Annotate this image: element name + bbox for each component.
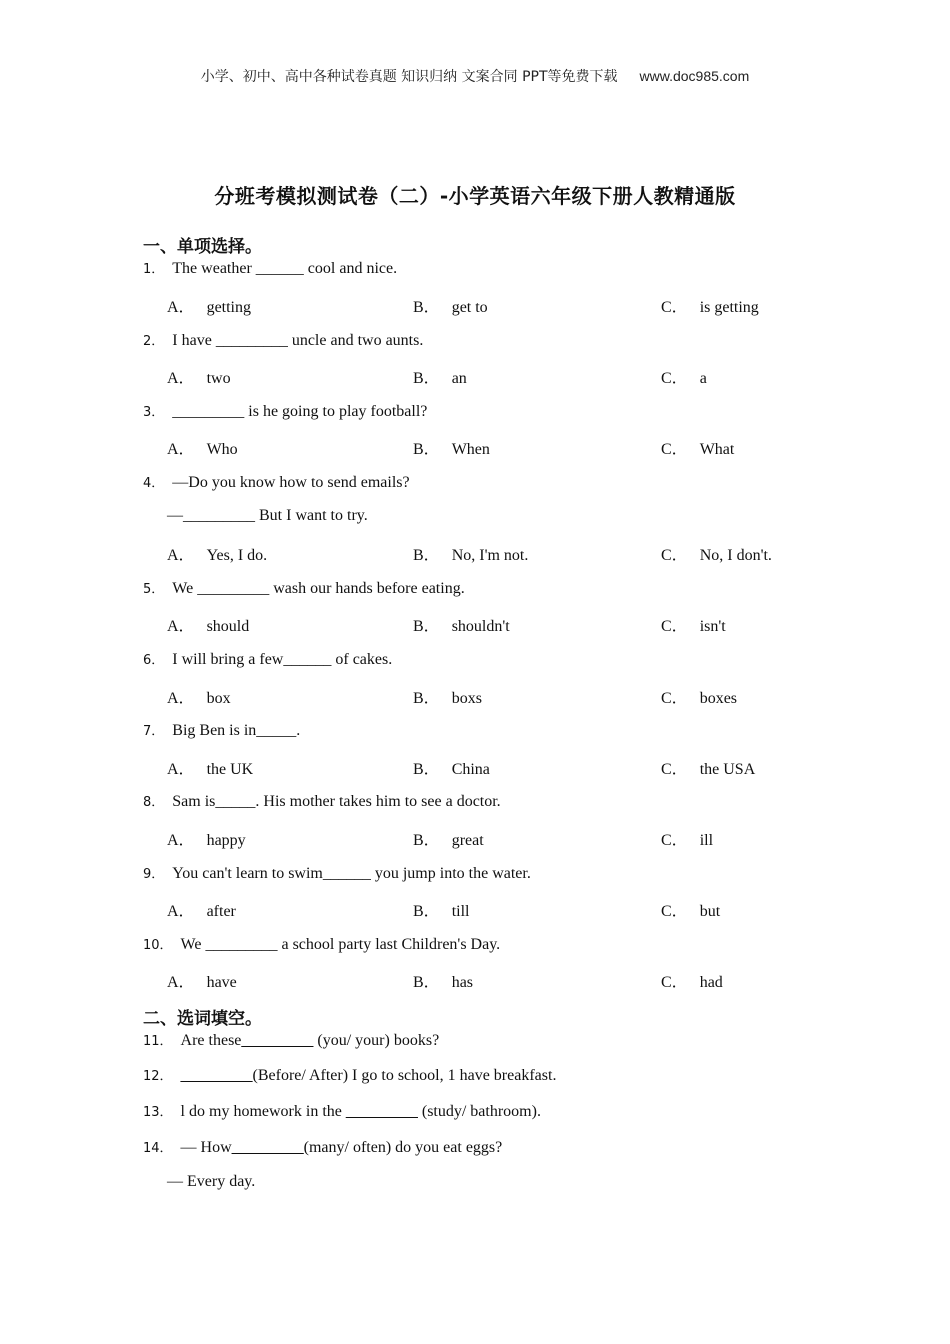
q3-option-a[interactable]: A． Who: [167, 441, 238, 458]
q2-option-c[interactable]: C． a: [661, 370, 707, 387]
q4-option-b[interactable]: B． No, I'm not.: [413, 547, 529, 564]
q2-option-b[interactable]: B． an: [413, 370, 467, 387]
question-text: The weather ______ cool and nice.: [172, 260, 398, 277]
answer-blank[interactable]: _________: [241, 1032, 314, 1049]
question-14: 14． — How_________(many/ often) do you eat eggs?: [143, 1139, 503, 1156]
q9-option-c[interactable]: C． but: [661, 903, 721, 920]
q5-option-c[interactable]: C． isn't: [661, 618, 726, 635]
q10-option-b[interactable]: B． has: [413, 974, 474, 991]
question-number: 1．: [143, 262, 165, 277]
q6-option-b[interactable]: B． boxs: [413, 690, 482, 707]
question-13: 13． l do my homework in the _________ (study/ bathroom).: [143, 1103, 541, 1120]
question-1: [143, 258, 397, 278]
answer-blank[interactable]: _________: [231, 1139, 304, 1156]
q1-option-c[interactable]: C． is getting: [661, 299, 759, 316]
q1-option-b[interactable]: B． get to: [413, 299, 488, 316]
answer-blank[interactable]: _________: [180, 1067, 253, 1084]
question-4: 4． —Do you know how to send emails?: [143, 474, 410, 491]
q6-option-a[interactable]: A． box: [167, 690, 231, 707]
question-9: 9． You can't learn to swim______ you jump into the water.: [143, 865, 531, 882]
q1-option-a[interactable]: A． getting: [167, 299, 251, 316]
q4-option-a[interactable]: A． Yes, I do.: [167, 547, 268, 564]
q10-option-c[interactable]: C． had: [661, 974, 723, 991]
header-text: 小学、初中、高中各种试卷真题 知识归纳 文案合同 PPT等免费下载: [200, 69, 618, 85]
q10-option-a[interactable]: A． have: [167, 974, 237, 991]
q4-option-c[interactable]: C． No, I don't.: [661, 547, 772, 564]
q3-option-b[interactable]: B． When: [413, 441, 490, 458]
question-5: 5． We _________ wash our hands before eating.: [143, 580, 465, 597]
page-title: 分班考模拟测试卷（二）-小学英语六年级下册人教精通版: [214, 184, 736, 208]
question-8: 8． Sam is_____. His mother takes him to see a doctor.: [143, 793, 501, 810]
question-14-response: — Every day.: [167, 1173, 256, 1190]
section-1-heading: 一、单项选择。: [143, 237, 262, 257]
q7-option-c[interactable]: C． the USA: [661, 761, 756, 778]
q3-option-c[interactable]: C． What: [661, 441, 735, 458]
q9-option-a[interactable]: A． after: [167, 903, 236, 920]
section-2-heading: 二、选词填空。: [143, 1009, 262, 1029]
question-12: 12． _________(Before/ After) I go to school, 1 have breakfast.: [143, 1067, 557, 1084]
q7-option-a[interactable]: A． the UK: [167, 761, 254, 778]
q8-option-a[interactable]: A． happy: [167, 832, 246, 849]
q6-option-c[interactable]: C． boxes: [661, 690, 738, 707]
answer-blank[interactable]: _________: [345, 1103, 418, 1120]
q2-option-a[interactable]: A． two: [167, 370, 231, 387]
question-11: 11． Are these_________ (you/ your) books?: [143, 1032, 440, 1049]
q8-option-b[interactable]: B． great: [413, 832, 484, 849]
header-url[interactable]: www.doc985.com: [639, 68, 750, 84]
page-header: [0, 66, 950, 86]
question-3: 3． _________ is he going to play football?: [143, 403, 428, 420]
question-6: 6． I will bring a few______ of cakes.: [143, 651, 393, 668]
q7-option-b[interactable]: B． China: [413, 761, 490, 778]
question-7: 7． Big Ben is in_____.: [143, 722, 301, 739]
q5-option-a[interactable]: A． should: [167, 618, 250, 635]
q9-option-b[interactable]: B． till: [413, 903, 470, 920]
question-4-response: —_________ But I want to try.: [167, 507, 368, 524]
question-2: 2． I have _________ uncle and two aunts.: [143, 332, 424, 349]
question-10: 10． We _________ a school party last Children's Day.: [143, 936, 501, 953]
q5-option-b[interactable]: B． shouldn't: [413, 618, 510, 635]
q8-option-c[interactable]: C． ill: [661, 832, 714, 849]
